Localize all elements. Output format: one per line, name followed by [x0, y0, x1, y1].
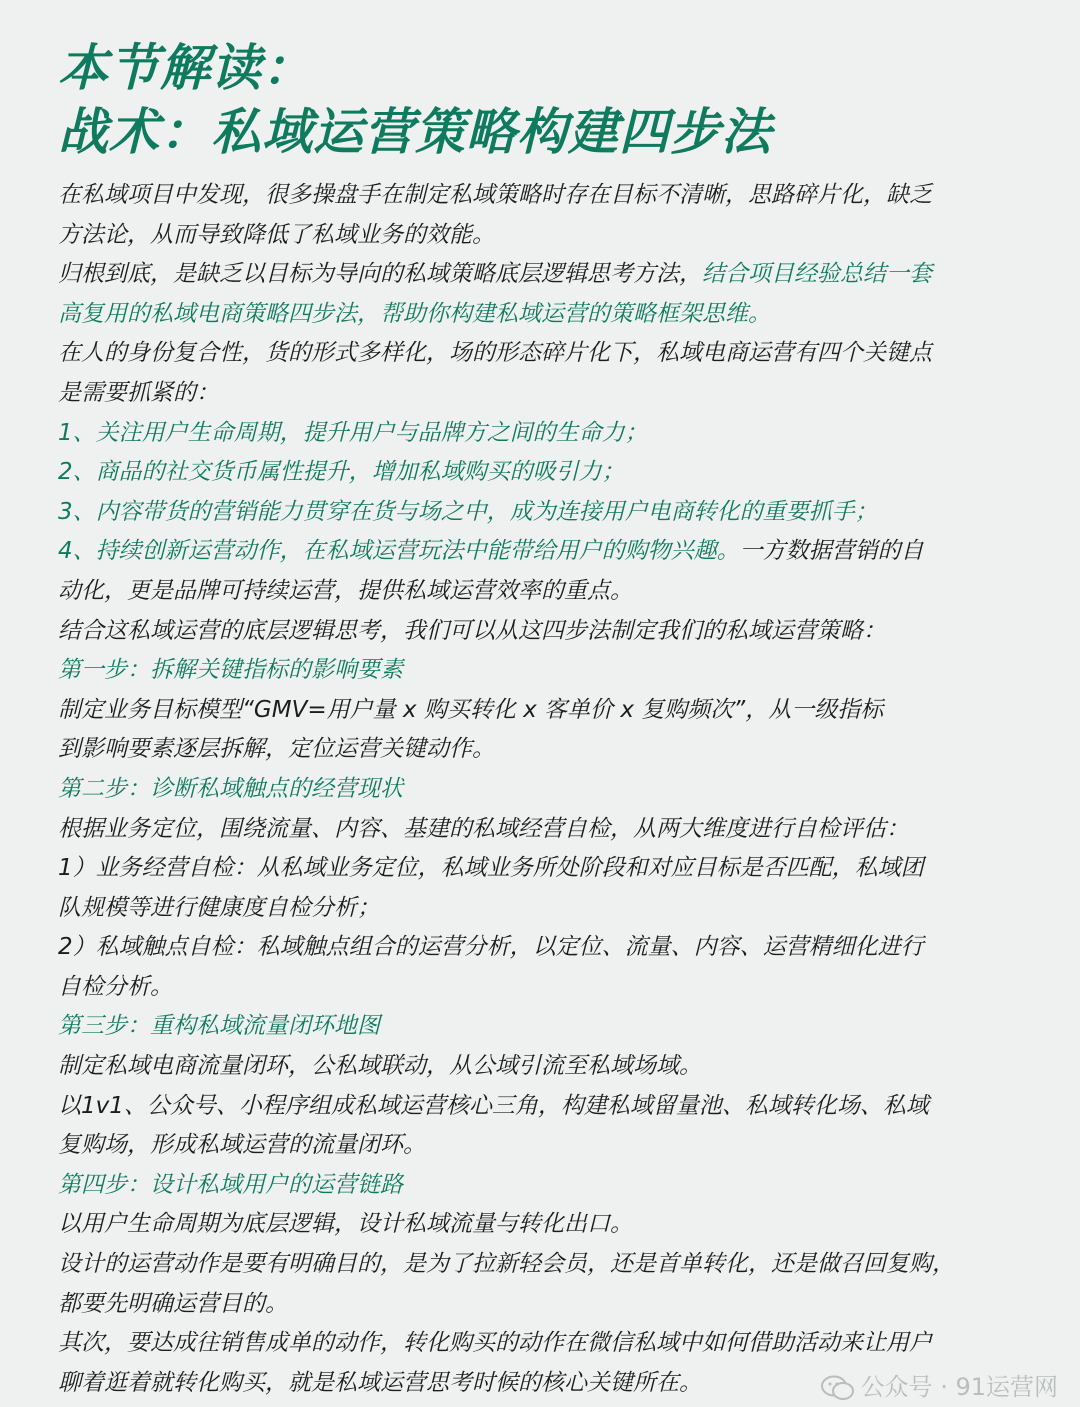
- key-point-4: [58, 532, 1033, 572]
- paragraph-line: 1）业务经营自检：从私域业务定位，私域业务所处阶段和对应目标是否匹配，私域团: [58, 855, 924, 882]
- step-2-heading: 第二步：诊断私域触点的经营现状: [58, 775, 403, 802]
- paragraph-line: 结合这私域运营的底层逻辑思考，我们可以从这四步法制定我们的私域运营策略：: [58, 617, 886, 644]
- highlight-text: 4、持续创新运营动作，在私域运营玩法中能带给用户的购物兴趣。: [58, 538, 740, 565]
- paragraph-line: 制定业务目标模型“GMV=用户量 x 购买转化 x 客单价 x 复购频次”，从一级指标: [58, 696, 884, 723]
- heading-line-1: 本节解读：: [58, 39, 313, 97]
- key-point-2: 2、商品的社交货币属性提升，增加私域购买的吸引力；: [58, 459, 625, 486]
- paragraph-line: 到影响要素逐层拆解，定位运营关键动作。: [58, 736, 495, 763]
- step-3-heading: 第三步：重构私域流量闭环地图: [58, 1013, 380, 1040]
- key-point-3: 3、内容带货的营销能力贯穿在货与场之中，成为连接用户电商转化的重要抓手；: [58, 498, 878, 525]
- paragraph-text: 归根到底，是缺乏以目标为导向的私域策略底层逻辑思考方法，: [58, 261, 702, 288]
- paragraph-line: 自检分析。: [58, 973, 173, 1000]
- paragraph-line: 以用户生命周期为底层逻辑，设计私域流量与转化出口。: [58, 1211, 633, 1238]
- article: [58, 36, 1033, 1403]
- paragraph-line: 队规模等进行健康度自检分析；: [58, 894, 380, 921]
- heading-line-2: 战术：私域运营策略构建四步法: [58, 103, 772, 161]
- paragraph-line: 复购场，形成私域运营的流量闭环。: [58, 1132, 426, 1159]
- paragraph-line: 动化，更是品牌可持续运营，提供私域运营效率的重点。: [58, 577, 633, 604]
- paragraph-line: 方法论，从而导致降低了私域业务的效能。: [58, 221, 495, 248]
- watermark-text: 公众号 · 91运营网: [860, 1373, 1058, 1401]
- paragraph-text: 一方数据营销的自: [739, 538, 924, 565]
- paragraph-line: 其次，要达成往销售成单的动作，转化购买的动作在微信私域中如何借助活动来让用户: [58, 1330, 932, 1357]
- key-point-1: 1、关注用户生命周期，提升用户与品牌方之间的生命力；: [58, 419, 648, 446]
- wechat-icon: [821, 1375, 855, 1401]
- paragraph-line: 是需要抓紧的：: [58, 379, 219, 406]
- paragraph-line: 制定私域电商流量闭环，公私域联动，从公域引流至私域场域。: [58, 1053, 702, 1080]
- paragraph-line: 在私域项目中发现，很多操盘手在制定私域策略时存在目标不清晰，思路碎片化，缺乏: [58, 182, 932, 208]
- paragraph-line: 以1v1、公众号、小程序组成私域运营核心三角，构建私域留量池、私域转化场、私域: [58, 1092, 929, 1119]
- paragraph-line: [58, 255, 1033, 295]
- paragraph-line: 设计的运营动作是要有明确目的，是为了拉新轻会员，还是首单转化，还是做召回复购，: [58, 1251, 955, 1278]
- watermark: [821, 1367, 1058, 1402]
- article-body: [58, 176, 1033, 1403]
- paragraph-line: 在人的身份复合性，货的形式多样化，场的形态碎片化下，私域电商运营有四个关键点: [58, 340, 932, 367]
- paragraph-line: 2）私域触点自检：私域触点组合的运营分析，以定位、流量、内容、运营精细化进行: [58, 934, 924, 961]
- step-4-heading: 第四步：设计私域用户的运营链路: [58, 1171, 403, 1198]
- paragraph-line: 都要先明确运营目的。: [58, 1290, 288, 1317]
- section-heading: [58, 36, 1033, 164]
- highlight-line: 高复用的私域电商策略四步法，帮助你构建私域运营的策略框架思维。: [58, 300, 771, 327]
- paragraph-line: 根据业务定位，围绕流量、内容、基建的私域经营自检，从两大维度进行自检评估：: [58, 815, 909, 842]
- paragraph-line: 聊着逛着就转化购买，就是私域运营思考时候的核心关键所在。: [58, 1369, 702, 1396]
- highlight-text: 结合项目经验总结一套: [702, 261, 932, 288]
- step-1-heading: 第一步：拆解关键指标的影响要素: [58, 657, 403, 684]
